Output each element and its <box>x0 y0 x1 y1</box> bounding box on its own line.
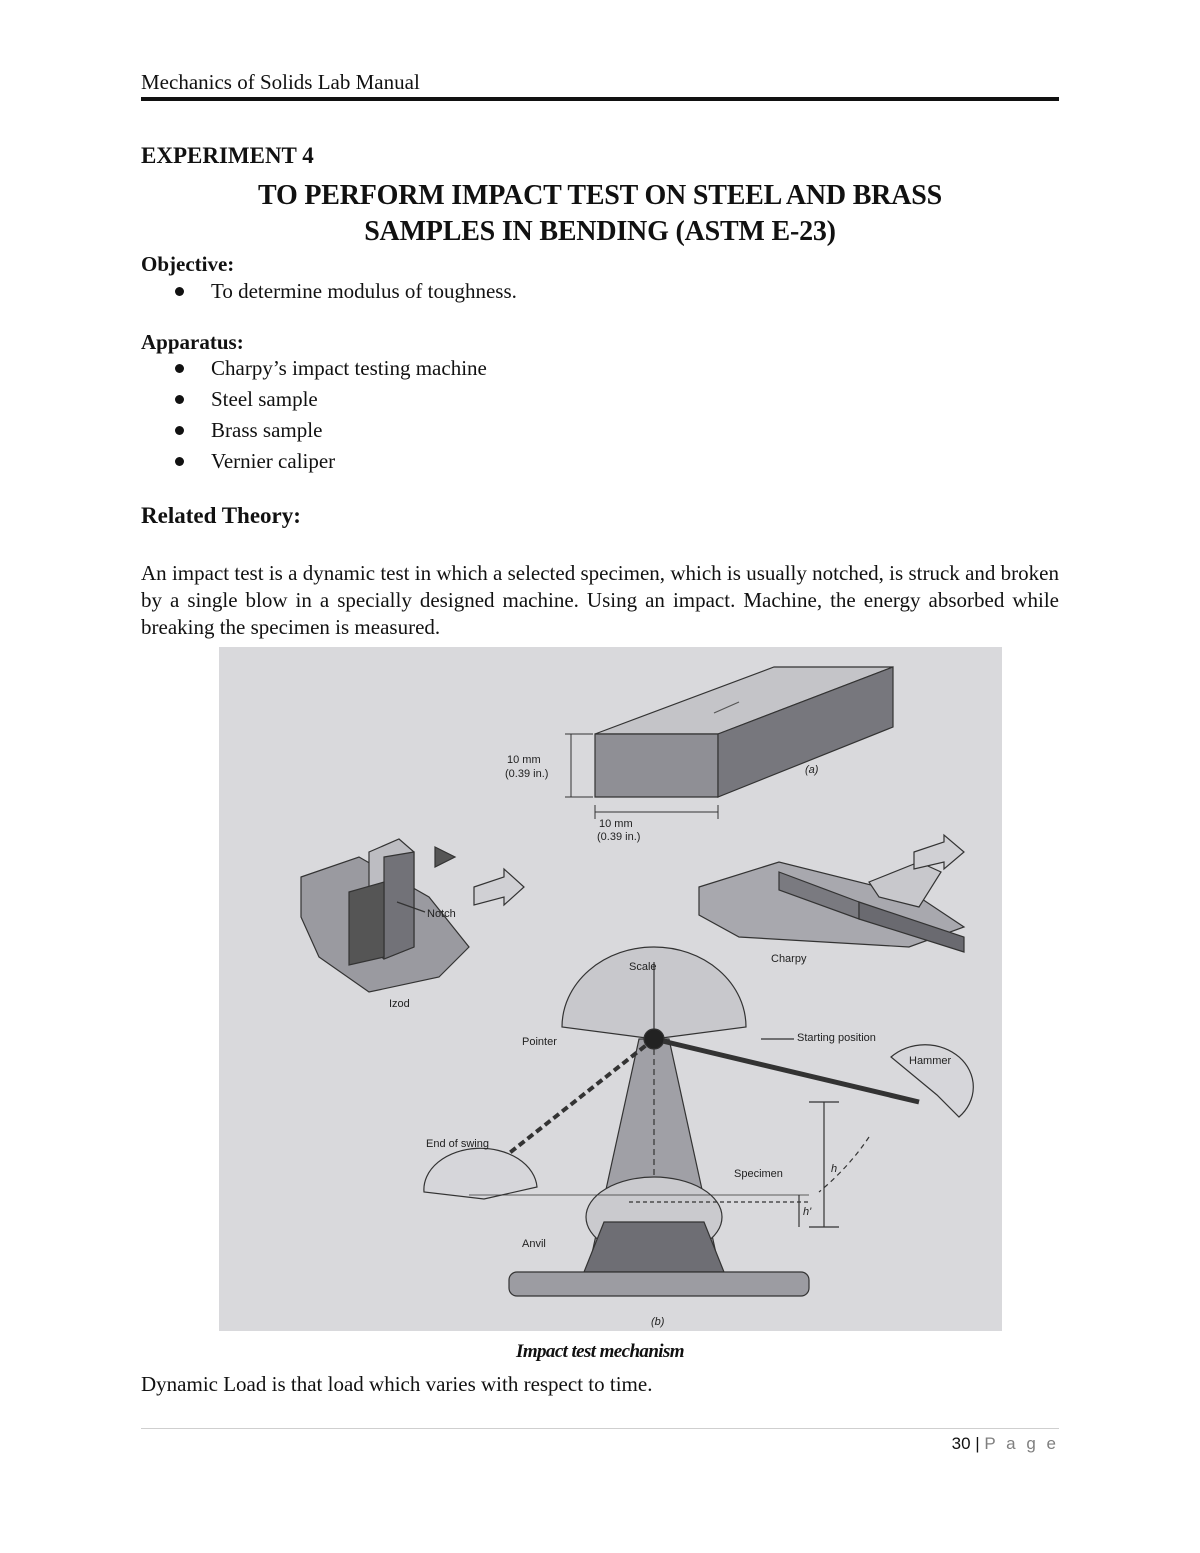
experiment-title-line1: TO PERFORM IMPACT TEST ON STEEL AND BRASS <box>258 180 942 211</box>
notch-label: Notch <box>427 908 456 920</box>
dim-height-in-label: (0.39 in.) <box>505 768 549 780</box>
charpy-setup <box>699 835 964 952</box>
page-footer <box>952 1434 1059 1454</box>
page-number: 30 <box>951 1434 971 1453</box>
list-item: Brass sample <box>141 415 487 446</box>
starting-position-label: Starting position <box>797 1032 876 1044</box>
specimen-bar <box>595 667 893 797</box>
anvil-label: Anvil <box>522 1238 546 1250</box>
list-item: Steel sample <box>141 384 487 415</box>
experiment-title-line2: SAMPLES IN BENDING (ASTM E-23) <box>364 216 836 247</box>
dim-width-in-label: (0.39 in.) <box>597 831 641 843</box>
dim-height-label: 10 mm <box>507 754 541 766</box>
h-prime-label: h' <box>803 1206 812 1218</box>
footer-rule <box>141 1428 1059 1429</box>
hammer-label: Hammer <box>909 1055 952 1067</box>
dim-width-label: 10 mm <box>599 818 633 830</box>
izod-setup <box>301 839 524 992</box>
part-a-label: (a) <box>805 764 819 776</box>
bullet-icon <box>175 395 184 404</box>
h-label: h <box>831 1163 838 1175</box>
dynamic-load-text: Dynamic Load is that load which varies with respect to time. <box>141 1372 653 1396</box>
running-header: Mechanics of Solids Lab Manual <box>141 70 420 94</box>
pointer-label: Pointer <box>522 1036 557 1048</box>
pendulum-machine <box>424 947 973 1296</box>
bullet-icon <box>175 426 184 435</box>
apparatus-list <box>141 353 487 477</box>
list-item: To determine modulus of toughness. <box>141 276 517 307</box>
theory-heading: Related Theory: <box>141 503 301 528</box>
bullet-icon <box>175 364 184 373</box>
objective-list <box>141 276 517 307</box>
header-rule <box>141 97 1059 101</box>
end-of-swing-label: End of swing <box>426 1138 489 1150</box>
scale-label: Scale <box>629 961 657 973</box>
impact-test-figure <box>219 647 1002 1331</box>
specimen-label: Specimen <box>734 1168 783 1180</box>
charpy-label: Charpy <box>771 953 807 965</box>
list-item: Charpy’s impact testing machine <box>141 353 487 384</box>
list-item: Vernier caliper <box>141 446 487 477</box>
part-b-label: (b) <box>651 1316 665 1328</box>
impact-test-diagram <box>219 647 1002 1331</box>
apparatus-heading: Apparatus: <box>141 330 244 354</box>
experiment-label: EXPERIMENT 4 <box>141 143 314 168</box>
izod-label: Izod <box>389 998 410 1010</box>
theory-paragraph: An impact test is a dynamic test in which a selected specimen, which is usually notched, is struck and broken by a single blow in a specially designed machine. Using an impact. Machine, the energy absorbed while breaking the specimen is measured. <box>141 561 1059 639</box>
bullet-icon <box>175 287 184 296</box>
bullet-icon <box>175 457 184 466</box>
page-separator: | <box>975 1434 980 1453</box>
figure-caption: Impact test mechanism <box>516 1341 684 1362</box>
page-word: P a g e <box>984 1434 1059 1453</box>
objective-heading: Objective: <box>141 252 235 276</box>
